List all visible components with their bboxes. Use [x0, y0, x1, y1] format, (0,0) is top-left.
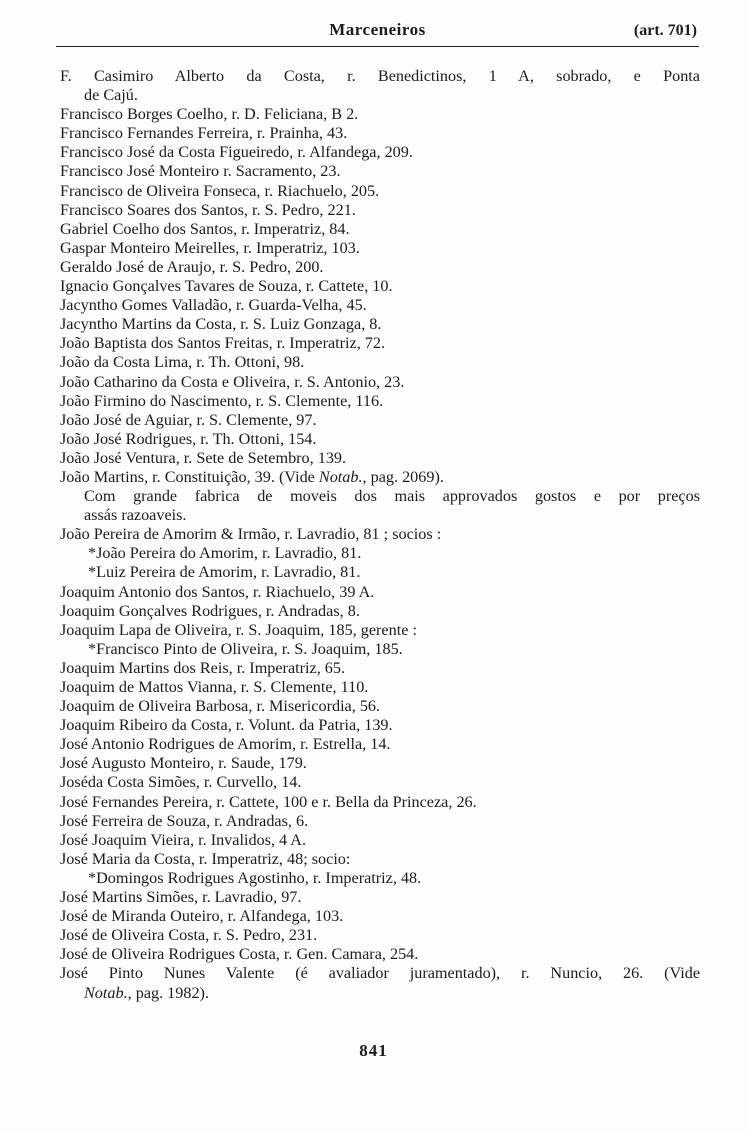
entry-line: João Catharino da Costa e Oliveira, r. S. Antonio, 23. [60, 372, 405, 391]
entry-line: Jacyntho Martins da Costa, r. S. Luiz Gonzaga, 8. [60, 315, 382, 334]
entry-line: José de Oliveira Costa, r. S. Pedro, 231. [60, 926, 318, 945]
entry-line: José Maria da Costa, r. Imperatriz, 48; socio: [60, 849, 351, 868]
entry-line: Francisco José Monteiro r. Sacramento, 23. [60, 162, 341, 181]
entry-line [60, 984, 700, 1003]
entry-line: Joaquim Gonçalves Rodrigues, r. Andradas, 8. [60, 601, 360, 620]
partner-line: *João Pereira do Amorim, r. Lavradio, 81. [88, 544, 362, 563]
entry-description: assás razoaveis. [84, 506, 187, 525]
notab-reference: Notab. [318, 467, 363, 486]
entry-line: José Martins Simões, r. Lavradio, 97. [60, 888, 302, 907]
notab-reference: Notab. [84, 983, 128, 1002]
partner-line: *Francisco Pinto de Oliveira, r. S. Joaquim, 185. [88, 639, 403, 658]
section-title: Marceneiros [329, 20, 426, 39]
entry-line: Ignacio Gonçalves Tavares de Souza, r. Cattete, 10. [60, 277, 393, 296]
entry-line: José Augusto Monteiro, r. Saude, 179. [60, 754, 307, 773]
page-number: 841 [359, 1041, 388, 1060]
entry-text: João Martins, r. Constituição, 39. (Vide [60, 467, 315, 486]
page-header [56, 20, 699, 47]
entry-line: Joaquim Antonio dos Santos, r. Riachuelo, 39 A. [60, 582, 375, 601]
entry-line: João José Rodrigues, r. Th. Ottoni, 154. [60, 429, 317, 448]
entry-line: José de Oliveira Rodrigues Costa, r. Gen. Camara, 254. [60, 945, 419, 964]
entry-line: José Fernandes Pereira, r. Cattete, 100 e r. Bella da Princeza, 26. [60, 792, 477, 811]
entry-line: João José de Aguiar, r. S. Clemente, 97. [60, 410, 317, 429]
entry-line: Francisco José da Costa Figueiredo, r. Alfandega, 209. [60, 143, 413, 162]
entry-line: João Pereira de Amorim & Irmão, r. Lavradio, 81 ; socios : [60, 525, 442, 544]
entry-line: Francisco Fernandes Ferreira, r. Prainha, 43. [60, 124, 348, 143]
entry-description: Com grande fabrica de moveis dos mais approvados gostos e por preços [84, 487, 700, 506]
entry-line: José Pinto Nunes Valente (é avaliador juramentado), r. Nuncio, 26. (Vide [60, 964, 700, 983]
entry-line: Jacyntho Gomes Valladão, r. Guarda-Velha, 45. [60, 296, 367, 315]
entry-line: Francisco Borges Coelho, r. D. Feliciana, B 2. [60, 105, 359, 124]
entry-line: Joséda Costa Simões, r. Curvello, 14. [60, 773, 302, 792]
entry-line: de Cajú. [84, 86, 138, 105]
entry-line: José Antonio Rodrigues de Amorim, r. Estrella, 14. [60, 735, 391, 754]
entry-line: José de Miranda Outeiro, r. Alfandega, 103. [60, 907, 344, 926]
entry-line: Geraldo José de Araujo, r. S. Pedro, 200. [60, 257, 324, 276]
entry-line: João José Ventura, r. Sete de Setembro, 139. [60, 448, 347, 467]
entry-line: Francisco Soares dos Santos, r. S. Pedro, 221. [60, 200, 356, 219]
entry-line: Gaspar Monteiro Meirelles, r. Imperatriz, 103. [60, 238, 360, 257]
entry-line: José Joaquim Vieira, r. Invalidos, 4 A. [60, 830, 307, 849]
entry-line: Joaquim Martins dos Reis, r. Imperatriz, 65. [60, 658, 346, 677]
partner-line: *Domingos Rodrigues Agostinho, r. Imperatriz, 48. [88, 868, 422, 887]
entry-text: , pag. 2069). [362, 467, 444, 486]
entry-list [60, 67, 700, 1003]
entry-line: Joaquim Lapa de Oliveira, r. S. Joaquim, 185, gerente : [60, 620, 417, 639]
entry-line: Joaquim Ribeiro da Costa, r. Volunt. da Patria, 139. [60, 716, 393, 735]
partner-line: *Luiz Pereira de Amorim, r. Lavradio, 81. [88, 563, 361, 582]
entry-line: João da Costa Lima, r. Th. Ottoni, 98. [60, 353, 305, 372]
entry-line: João Firmino do Nascimento, r. S. Clemente, 116. [60, 391, 384, 410]
article-reference: (art. 701) [633, 22, 697, 39]
entry-text: , pag. 1982). [127, 983, 209, 1002]
entry-line: F. Casimiro Alberto da Costa, r. Benedictinos, 1 A, sobrado, e Ponta [60, 67, 700, 85]
entry-line: José Ferreira de Souza, r. Andradas, 6. [60, 811, 309, 830]
entry-line: Joaquim de Oliveira Barbosa, r. Misericordia, 56. [60, 697, 381, 716]
entry-line [60, 468, 700, 487]
entry-line: João Baptista dos Santos Freitas, r. Imperatriz, 72. [60, 334, 386, 353]
entry-line: Francisco de Oliveira Fonseca, r. Riachuelo, 205. [60, 181, 380, 200]
entry-line: Gabriel Coelho dos Santos, r. Imperatriz, 84. [60, 219, 350, 238]
entry-line: Joaquim de Mattos Vianna, r. S. Clemente, 110. [60, 678, 369, 696]
